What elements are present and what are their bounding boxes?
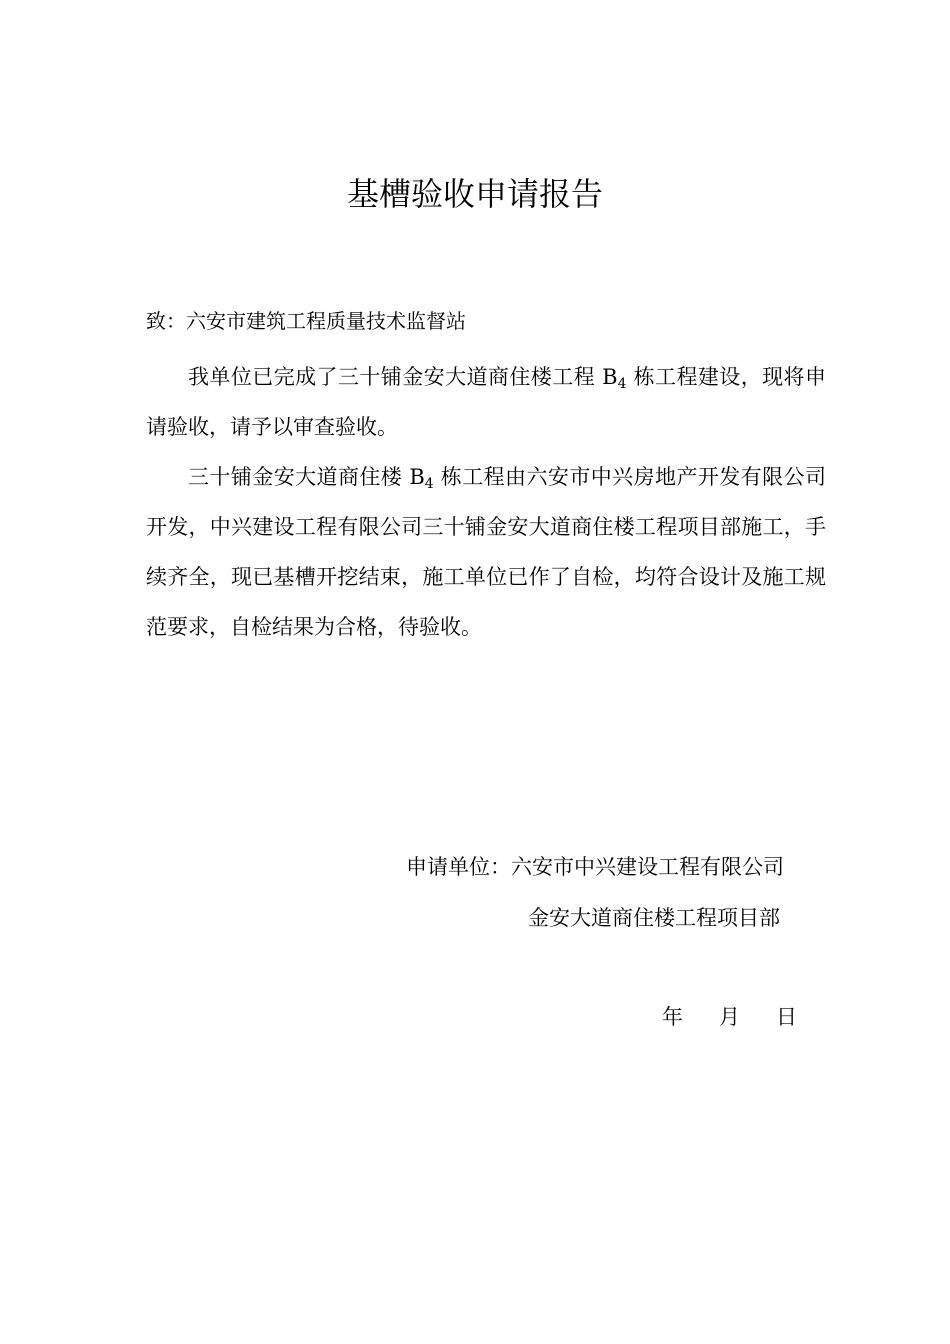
paragraph-2-text-before: 三十铺金安大道商住楼 B: [188, 465, 425, 489]
paragraph-project-details: [146, 452, 826, 652]
paragraph-2-text-after: 栋工程由六安市中兴房地产开发有限公司开发，中兴建设工程有限公司三十铺金安大道商住楼工程项目部施工，手续齐全，现已基槽开挖结束，施工单位已作了自检，均符合设计及施工规范要求，自检结果为合格，待验收。: [146, 465, 826, 639]
applicant-department: 金安大道商住楼工程项目部: [528, 906, 780, 930]
paragraph-1-subscript: 4: [617, 376, 627, 392]
paragraph-completion-notice: [146, 352, 826, 452]
date-line: [662, 1001, 797, 1033]
paragraph-2-subscript: 4: [424, 476, 434, 492]
paragraph-1-text-after: 栋工程建设，现将申请验收，请予以审查验收。: [146, 365, 826, 439]
paragraph-1-text-before: 我单位已完成了三十铺金安大道商住楼工程 B: [188, 365, 618, 389]
date-month: 月: [719, 1005, 740, 1029]
applicant-unit: 申请单位：六安市中兴建设工程有限公司: [406, 855, 784, 879]
addressee-line: 致：六安市建筑工程质量技术监督站: [146, 309, 466, 333]
date-day: 日: [776, 1005, 797, 1029]
date-year: 年: [662, 1005, 683, 1029]
document-title: 基槽验收申请报告: [346, 175, 603, 213]
body-text: [146, 352, 826, 652]
